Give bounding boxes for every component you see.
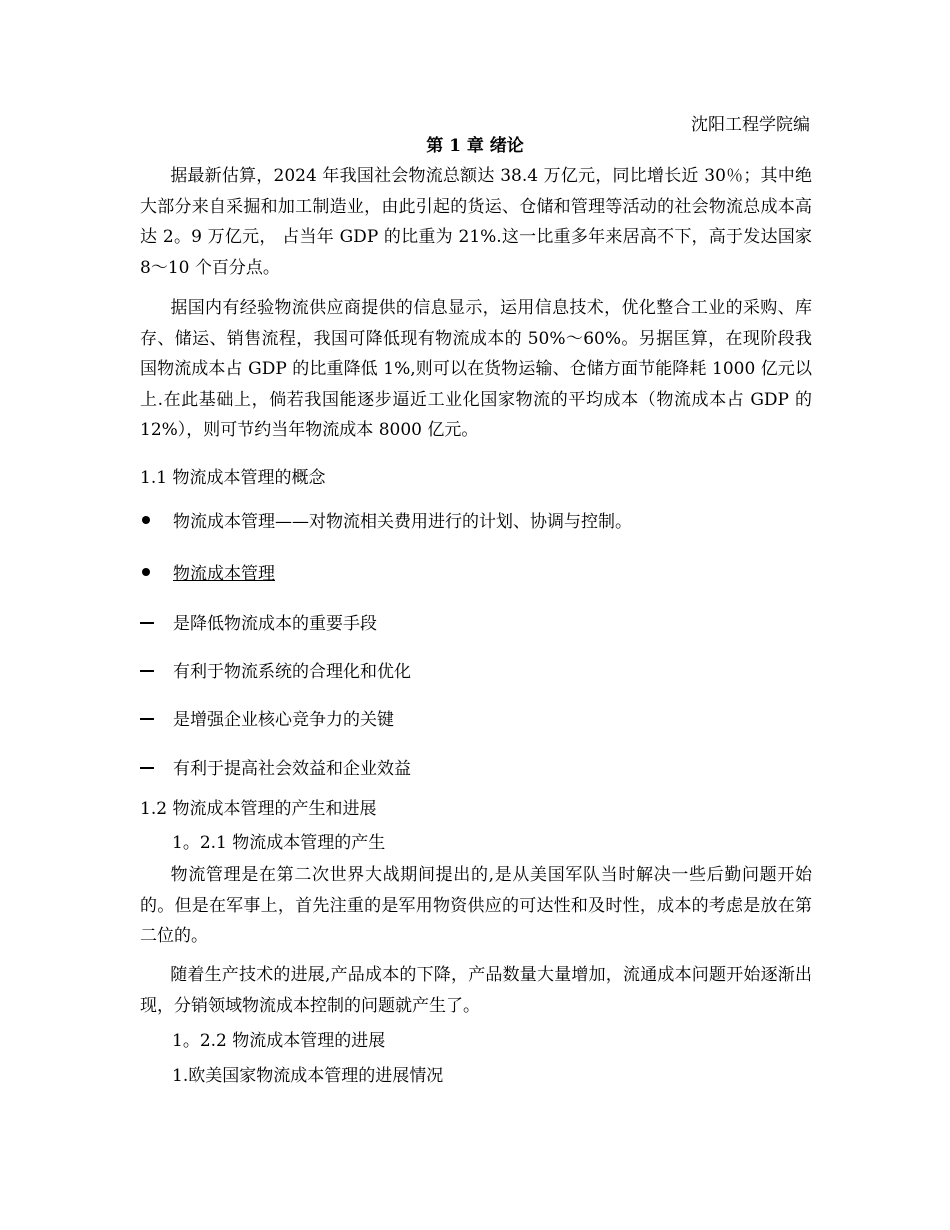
chapter-title: 第 1 章 绪论 <box>426 136 524 156</box>
intro-paragraph-1-text: 据最新估算，2024 年我国社会物流总额达 38.4 万亿元，同比增长近 30％；其中绝大部分来自采掘和加工制造业，由此引起的货运、仓储和管理等活动的社会物流总成本高达 2。9 万亿元， 占当年 GDP 的比重为 21%.这一比重多年来居高不下，高于发达国家 8～10 个百分点。 <box>140 166 813 278</box>
section-heading-1-2: 1.2 物流成本管理的产生和进展 <box>140 799 377 819</box>
body-paragraph-2 <box>140 960 812 1021</box>
bullet-dot-icon <box>142 568 150 576</box>
body-paragraph-1-text: 物流管理是在第二次世界大战期间提出的,是从美国军队当时解决一些后勤问题开始的。但是在军事上，首先注重的是军用物资供应的可达性和及时性，成本的考虑是放在第二位的。 <box>140 865 812 946</box>
dash-icon <box>140 767 154 769</box>
bullet-marker <box>140 510 168 534</box>
bullet-dot-icon <box>142 516 150 524</box>
sub-heading-1-2-2: 1。2.2 物流成本管理的进展 <box>172 1031 386 1051</box>
bullet-item-text: 物流成本管理——对物流相关费用进行的计划、协调与控制。 <box>173 512 632 532</box>
dash-marker <box>140 757 168 781</box>
intro-paragraph-1 <box>140 161 812 283</box>
author-credit: 沈阳工程学院编 <box>691 115 810 135</box>
dash-item-text: 是增强企业核心竞争力的关键 <box>173 710 394 730</box>
dash-marker <box>140 612 168 636</box>
dash-icon <box>140 670 154 672</box>
body-paragraph-1 <box>140 860 812 952</box>
dash-marker <box>140 660 168 684</box>
dash-item-text: 有利于提高社会效益和企业效益 <box>173 759 411 779</box>
bullet-marker <box>140 562 168 586</box>
dash-icon <box>140 718 154 720</box>
intro-paragraph-2 <box>140 293 812 446</box>
section-heading-1-1: 1.1 物流成本管理的概念 <box>140 468 326 488</box>
intro-paragraph-2-text: 据国内有经验物流供应商提供的信息显示，运用信息技术，优化整合工业的采购、库存、储运、销售流程，我国可降低现有物流成本的 50%～60%。另据匡算，在现阶段我国物流成本占 GDP 的比重降低 1%,则可以在货物运输、仓储方面节能降耗 1000 亿元以上.在此基础上，倘若我国能逐步逼近工业化国家物流的平均成本（物流成本占 GDP 的 12%），则可节约当年物流成本 8000 亿元。 <box>140 298 812 440</box>
dash-item-text: 是降低物流成本的重要手段 <box>173 614 377 634</box>
dash-icon <box>140 622 154 624</box>
bullet-item-text: 物流成本管理 <box>173 564 275 584</box>
dash-marker <box>140 708 168 732</box>
body-paragraph-2-text: 随着生产技术的进展,产品成本的下降，产品数量大量增加，流通成本问题开始逐渐出现，分销领域物流成本控制的问题就产生了。 <box>140 965 812 1016</box>
sub-item-western-progress: 1.欧美国家物流成本管理的进展情况 <box>172 1066 444 1086</box>
dash-item-text: 有利于物流系统的合理化和优化 <box>173 662 411 682</box>
sub-heading-1-2-1: 1。2.1 物流成本管理的产生 <box>172 833 386 853</box>
